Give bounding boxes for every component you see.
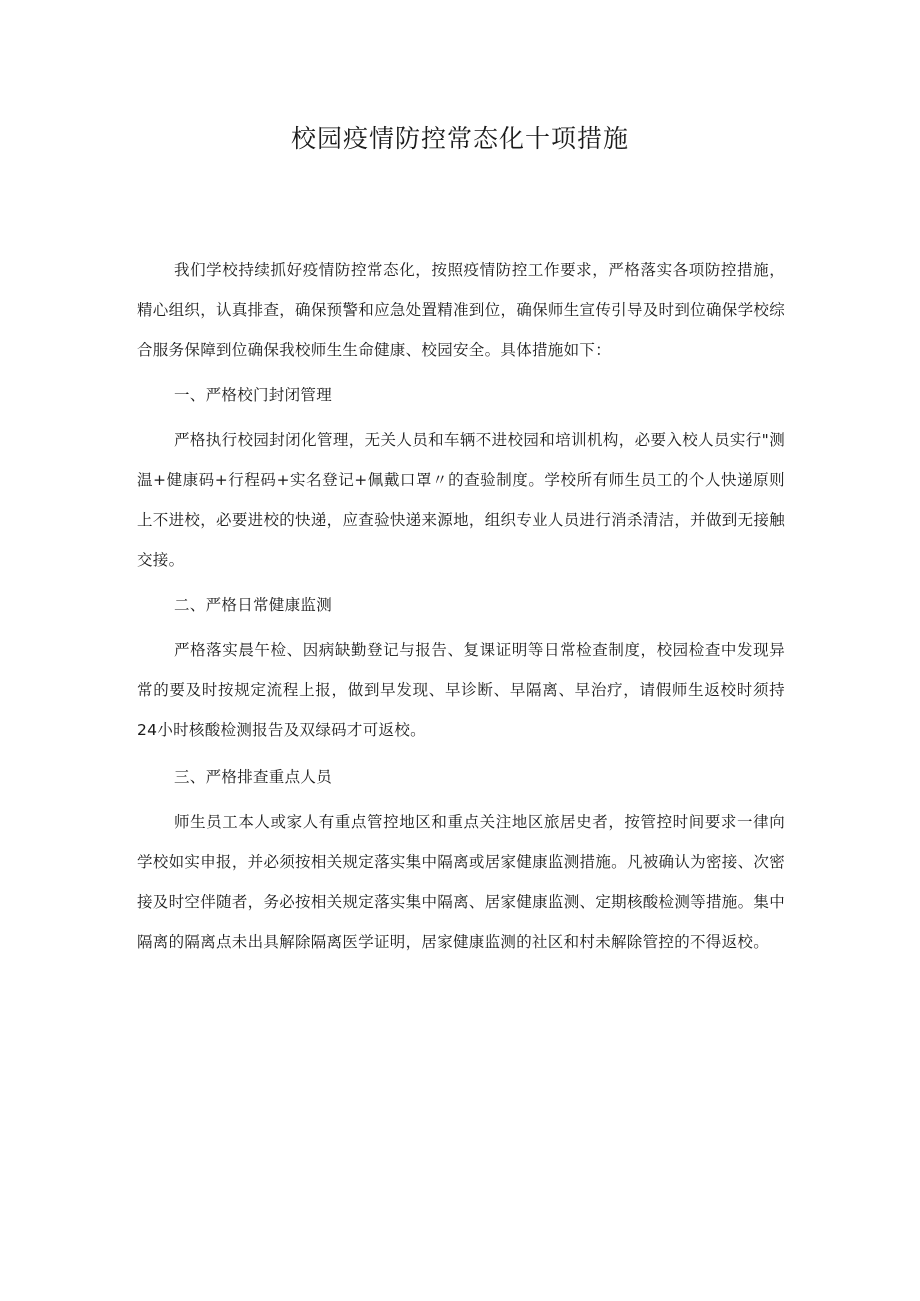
document-body xyxy=(137,250,785,962)
section-heading-1: 一、严格校门封闭管理 xyxy=(174,386,333,404)
section-paragraph-2: 严格落实晨午检、因病缺勤登记与报告、复课证明等日常检查制度，校园检查中发现异常的要及时按规定流程上报，做到早发现、早诊断、早隔离、早治疗，请假师生返校时须持24小时核酸检测报告及双绿码才可返校。 xyxy=(137,641,785,739)
section-heading-2: 二、严格日常健康监测 xyxy=(174,596,333,614)
intro-paragraph: 我们学校持续抓好疫情防控常态化，按照疫情防控工作要求，严格落实各项防控措施，精心组织，认真排查，确保预警和应急处置精准到位，确保师生宣传引导及时到位确保学校综合服务保障到位确保我校师生生命健康、校园安全。具体措施如下： xyxy=(137,261,785,359)
section-paragraph-1: 严格执行校园封闭化管理，无关人员和车辆不进校园和培训机构，必要入校人员实行"测温+健康码+行程码+实名登记+佩戴口罩〃的查验制度。学校所有师生员工的个人快递原则上不进校，必要进校的快递，应查验快递来源地，组织专业人员进行消杀清洁，并做到无接触交接。 xyxy=(137,431,785,569)
page-title: 校园疫情防控常态化十项措施 xyxy=(290,124,629,153)
section-heading-3: 三、严格排查重点人员 xyxy=(174,768,333,786)
section-paragraph-3: 师生员工本人或家人有重点管控地区和重点关注地区旅居史者，按管控时间要求一律向学校如实申报，并必须按相关规定落实集中隔离或居家健康监测措施。凡被确认为密接、次密接及时空伴随者，务必按相关规定落实集中隔离、居家健康监测、定期核酸检测等措施。集中隔离的隔离点未出具解除隔离医学证明，居家健康监测的社区和村未解除管控的不得返校。 xyxy=(137,813,785,951)
